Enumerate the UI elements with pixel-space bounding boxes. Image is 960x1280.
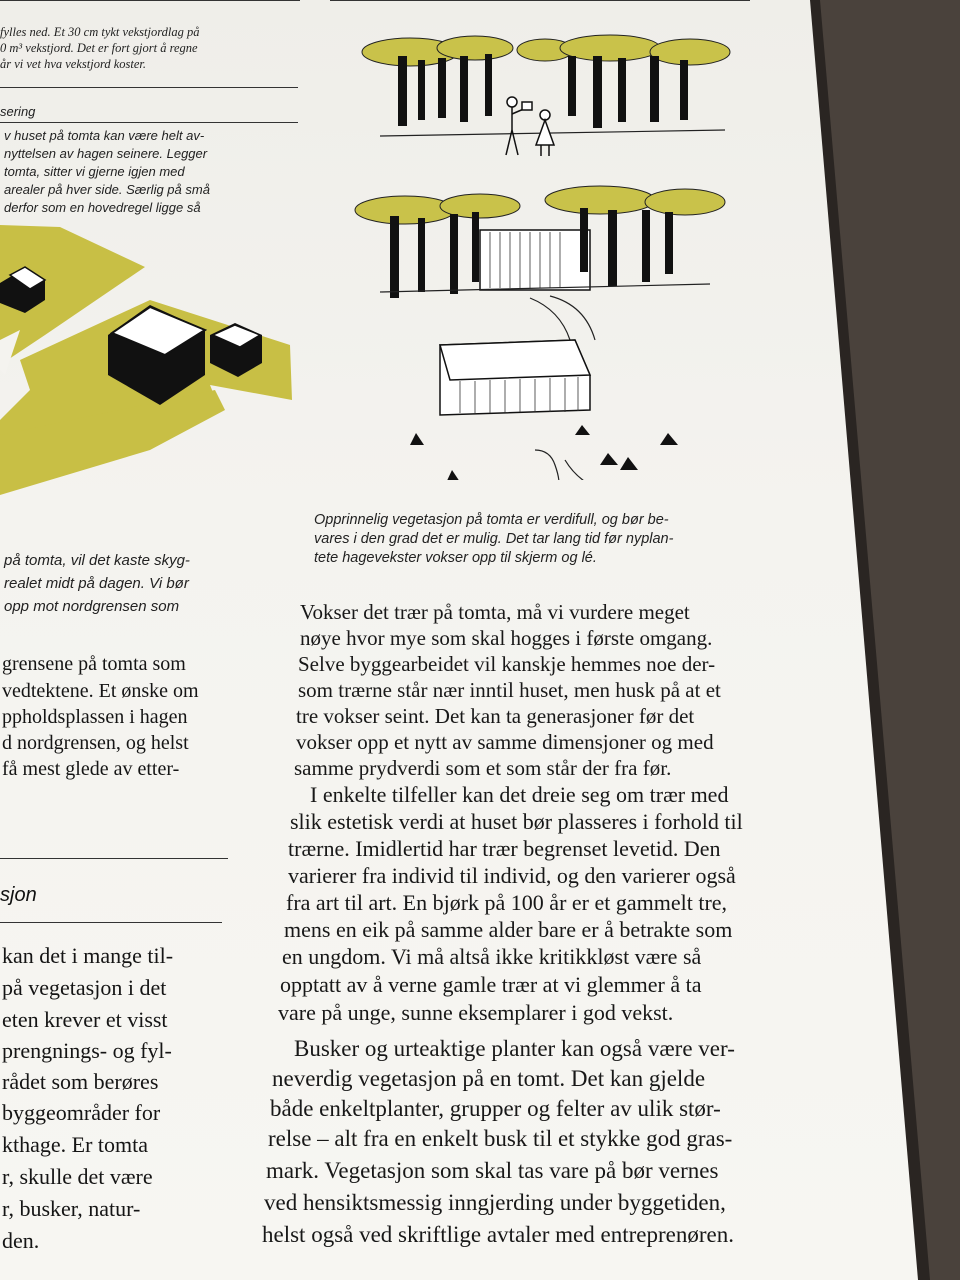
left-top-line: år vi vet hva vekstjord koster. [0,57,147,71]
top-rule-left [0,0,300,1]
main-line: Busker og urteaktige planter kan også være ver- [294,1036,735,1061]
top-rule-right [330,0,750,1]
left-after-line: opp mot nordgrensen som [4,598,180,615]
tree-sequence-illustration [350,30,790,480]
left-after-line: realet midt på dagen. Vi bør [4,575,189,592]
main-line: slik estetisk verdi at huset bør plasseres i forhold til [290,809,743,834]
main-line: vare på unge, sunne eksemplarer i god vekst. [278,1000,674,1025]
left-lower-line: byggeområder for [2,1100,161,1125]
left-body-line: grensene på tomta som [2,653,186,675]
main-line: en ungdom. Vi må altså ikke kritikkløst være så [282,944,702,969]
caption-line: vares i den grad det er mulig. Det tar lang tid før nyplan- [314,531,674,547]
rule [0,858,228,859]
main-line: trærne. Imidlertid har trær begrenset levetid. Den [288,836,721,861]
left-lower-line: kthage. Er tomta [2,1132,149,1157]
main-line: varierer fra individ til individ, og den varierer også [288,863,736,888]
caption-line: tete hagevekster vokser opp til skjerm og lé. [314,550,597,566]
left-lower-line: r, busker, natur- [2,1196,141,1221]
left-lower-line: rådet som berøres [2,1069,159,1094]
main-line: helst også ved skriftlige avtaler med entreprenøren. [262,1222,734,1247]
main-line: I enkelte tilfeller kan det dreie seg om trær med [310,782,729,807]
main-line: som trærne står nær inntil huset, men husk på at et [298,678,721,702]
left-intro-line: tomta, sitter vi gjerne igjen med [4,164,185,179]
left-lower-line: på vegetasjon i det [2,975,167,1000]
main-line: mens en eik på samme alder bare er å betrakte som [284,917,733,942]
left-intro-line: arealer på hver side. Særlig på små [4,182,210,197]
left-top-line: fylles ned. Et 30 cm tykt vekstjordlag på [0,25,200,39]
left-body-line: d nordgrensen, og helst [2,732,189,754]
scene-house-with-stumps [370,340,780,480]
main-line: nøye hvor mye som skal hogges i første omgang. [300,626,713,650]
main-line: vokser opp et nytt av samme dimensjoner og med [296,730,714,754]
section-heading-2: sjon [0,884,37,906]
plot-illustration [0,205,300,545]
main-line: relse – alt fra en enkelt busk til et stykke god gras- [268,1126,733,1151]
main-line: Vokser det trær på tomta, må vi vurdere meget [300,600,690,624]
main-line: samme prydverdi som et som står der fra før. [294,756,672,780]
scene-house-among-trees [355,186,725,340]
rule [0,87,298,88]
main-line: tre vokser seint. Det kan ta generasjoner før det [296,704,695,728]
left-lower-line: r, skulle det være [2,1164,153,1189]
left-after-line: på tomta, vil det kaste skyg- [4,552,190,569]
left-body-line: vedtektene. Et ønske om [2,680,199,702]
main-line: ved hensiktsmessig inngjerding under byggetiden, [264,1190,726,1215]
left-lower-line: prengnings- og fyl- [2,1038,172,1063]
section-heading: sering [0,104,36,119]
left-top-line: 0 m³ vekstjord. Det er fort gjort å regne [0,41,198,55]
main-line: fra art til art. En bjørk på 100 år er et gammelt tre, [286,890,728,915]
scene-forest-with-people [362,35,730,156]
left-body-line: få mest glede av etter- [2,758,180,780]
caption-line: Opprinnelig vegetasjon på tomta er verdifull, og bør be- [314,512,669,528]
main-line: mark. Vegetasjon som skal tas vare på bør vernes [266,1158,719,1183]
main-line: både enkeltplanter, grupper og felter av ulik stør- [270,1096,721,1121]
main-line: Selve byggearbeidet vil kanskje hemmes noe der- [298,652,716,676]
left-intro-line: derfor som en hovedregel ligge så [4,200,201,215]
left-intro-line: v huset på tomta kan være helt av- [4,128,205,143]
left-lower-line: eten krever et visst [2,1007,168,1032]
left-lower-line: den. [2,1228,40,1253]
left-lower-line: kan det i mange til- [2,943,174,968]
left-intro-line: nyttelsen av hagen seinere. Legger [4,146,208,161]
rule [0,122,298,123]
main-line: opptatt av å verne gamle trær at vi glemmer å ta [280,972,702,997]
rule [0,922,222,923]
left-body-line: ppholdsplassen i hagen [2,706,188,728]
main-line: neverdig vegetasjon på en tomt. Det kan gjelde [272,1066,706,1091]
